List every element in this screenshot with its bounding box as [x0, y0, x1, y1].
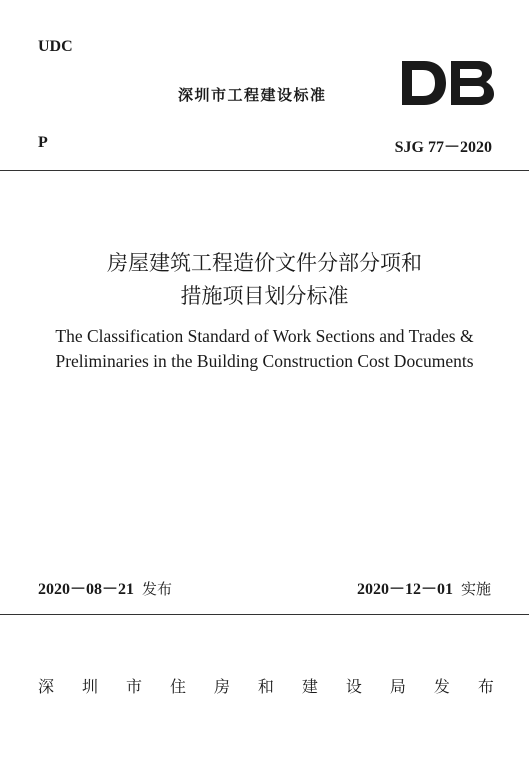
udc-label: UDC	[38, 38, 73, 55]
effective-date-block	[357, 576, 491, 599]
issuer-char: 设	[345, 677, 362, 696]
top-divider	[0, 170, 529, 171]
chinese-title-line-2: 措施项目划分标准	[180, 284, 349, 308]
issuer-char: 发	[433, 677, 450, 696]
english-title-line-2: Preliminaries in the Building Construction Cost Documents	[55, 351, 474, 371]
chinese-title-line-1: 房屋建筑工程造价文件分部分项和	[107, 251, 422, 275]
english-title-line-1: The Classification Standard of Work Sections and Trades &	[55, 326, 474, 346]
effective-label: 实施	[460, 580, 491, 598]
issue-label: 发布	[142, 580, 173, 598]
standard-series-title: 深圳市工程建设标准	[178, 86, 327, 104]
classification-letter: P	[38, 134, 48, 151]
issuing-authority	[38, 674, 494, 697]
issue-date-block	[38, 576, 172, 599]
issuer-char: 住	[169, 677, 186, 696]
english-title	[0, 324, 529, 374]
chinese-title	[0, 247, 529, 313]
issue-date: 2020－08－21	[38, 581, 135, 598]
bottom-divider	[0, 614, 529, 615]
issuer-char: 房	[213, 677, 230, 696]
issuer-char: 深	[38, 677, 55, 696]
db-logo	[400, 58, 496, 108]
issuer-char: 市	[125, 677, 142, 696]
effective-date: 2020－12－01	[356, 581, 453, 598]
issuer-char: 局	[389, 677, 406, 696]
standard-code: SJG 77－2020	[394, 139, 492, 156]
issuer-char: 和	[257, 677, 274, 696]
issuer-char: 布	[477, 677, 494, 696]
issuer-char: 圳	[81, 677, 98, 696]
issuer-char: 建	[301, 677, 318, 696]
